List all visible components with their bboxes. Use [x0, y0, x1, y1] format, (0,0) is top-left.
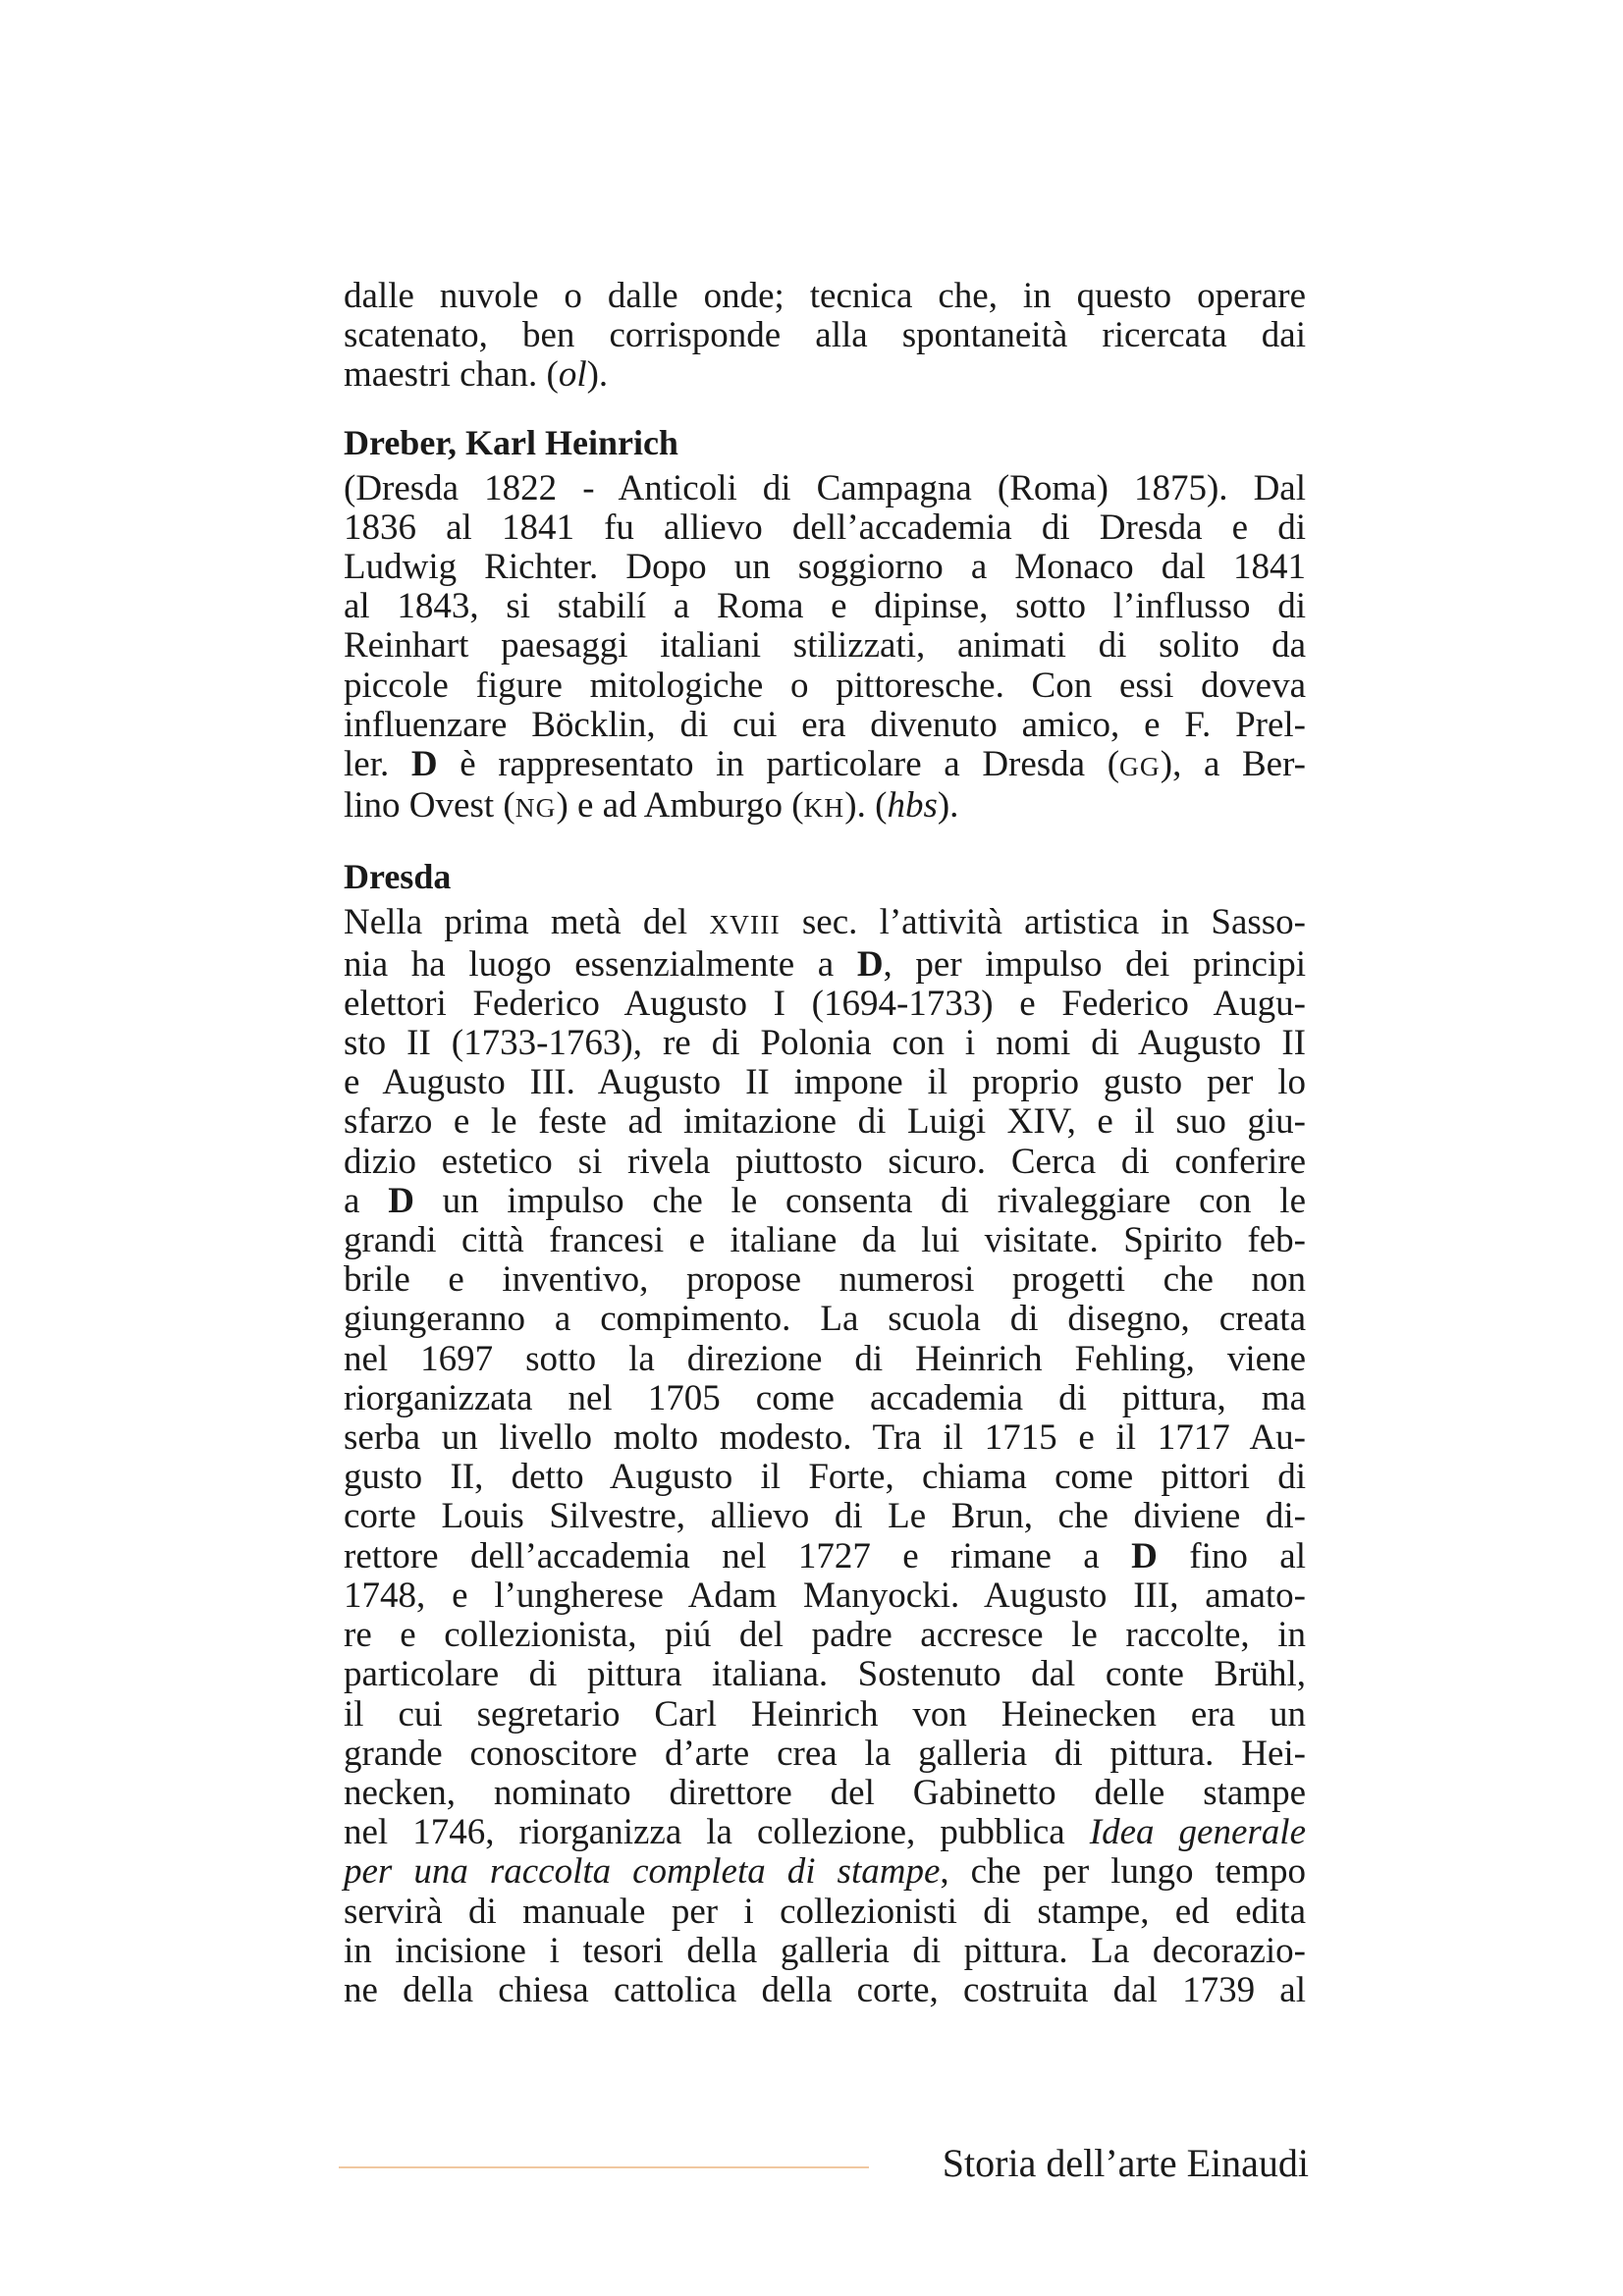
text-line: grande conoscitore d’arte crea la galleria di pittura. Hei-	[344, 1733, 1306, 1774]
text-column	[344, 277, 1306, 2010]
book-title: per una raccolta completa di stampe	[344, 1851, 941, 1893]
text-line: e Augusto III. Augusto II impone il proprio gusto per lo	[344, 1062, 1306, 1103]
text-line: grandi città francesi e italiane da lui visitate. Spirito feb-	[344, 1220, 1306, 1261]
footer-publisher: Storia dell’arte Einaudi	[942, 2141, 1309, 2185]
text-line: brile e inventivo, propose numerosi progetti che non	[344, 1259, 1306, 1301]
text-line: sfarzo e le feste ad imitazione di Luigi XIV, e il suo giu-	[344, 1101, 1306, 1143]
text-line: maestri chan. (ol).	[344, 354, 609, 396]
text-line: rettore dell’accademia nel 1727 e rimane a D fino al	[344, 1535, 1306, 1576]
text-line: ler. D è rappresentato in particolare a Dresda (GG), a Ber-	[344, 744, 1306, 785]
entry-abbreviation: D	[388, 1180, 414, 1221]
text-line: il cui segretario Carl Heinrich von Heinecken era un	[344, 1693, 1306, 1735]
text-line: elettori Federico Augusto I (1694-1733) e Federico Augu-	[344, 983, 1306, 1024]
text-line: particolare di pittura italiana. Sostenuto dal conte Brühl,	[344, 1654, 1306, 1695]
book-title: Idea generale	[1089, 1812, 1306, 1853]
entry-abbreviation: D	[1131, 1535, 1158, 1576]
text-line: necken, nominato direttore del Gabinetto delle stampe	[344, 1772, 1306, 1813]
text-line: riorganizzata nel 1705 come accademia di pittura, ma	[344, 1377, 1306, 1418]
text-line: sto II (1733-1763), re di Polonia con i nomi di Augusto II	[344, 1023, 1306, 1064]
footer-rule	[339, 2166, 869, 2168]
text-line: Ludwig Richter. Dopo un soggiorno a Monaco dal 1841	[344, 547, 1306, 588]
text-line: ne della chiesa cattolica della corte, costruita dal 1739 al	[344, 1969, 1306, 2010]
text-line: serba un livello molto modesto. Tra il 1715 e il 1717 Au-	[344, 1417, 1306, 1459]
text-line: 1748, e l’ungherese Adam Manyocki. Augusto III, amato-	[344, 1575, 1306, 1616]
text-line: per una raccolta completa di stampe, che per lungo tempo	[344, 1851, 1306, 1893]
text-line: nia ha luogo essenzialmente a D, per impulso dei principi	[344, 943, 1306, 985]
museum-abbreviation: KH	[803, 793, 845, 824]
text-line: scatenato, ben corrisponde alla spontaneità ricercata dai	[344, 315, 1306, 356]
text-line: al 1843, si stabilí a Roma e dipinse, sotto l’influsso di	[344, 586, 1306, 627]
text-line: nel 1697 sotto la direzione di Heinrich Fehling, viene	[344, 1338, 1306, 1379]
text-line: (Dresda 1822 - Anticoli di Campagna (Roma) 1875). Dal	[344, 467, 1306, 508]
text-line: servirà di manuale per i collezionisti di stampe, ed edita	[344, 1891, 1306, 1932]
text-line: 1836 al 1841 fu allievo dell’accademia di Dresda e di	[344, 507, 1306, 548]
text-line: nel 1746, riorganizza la collezione, pubblica Idea generale	[344, 1812, 1306, 1853]
text-line: giungeranno a compimento. La scuola di disegno, creata	[344, 1299, 1306, 1340]
text-line: piccole figure mitologiche o pittoresche. Con essi doveva	[344, 665, 1306, 706]
author-initials: ol	[558, 354, 587, 396]
text-line: gusto II, detto Augusto il Forte, chiama come pittori di	[344, 1457, 1306, 1498]
entry-dresda	[344, 857, 1306, 2010]
text-line: re e collezionista, piú del padre accresce le raccolte, in	[344, 1615, 1306, 1656]
entry-continuation	[344, 277, 1306, 396]
text-line: in incisione i tesori della galleria di pittura. La decorazio-	[344, 1930, 1306, 1971]
entry-title: Dreber, Karl Heinrich	[344, 422, 678, 462]
text-line: lino Ovest (NG) e ad Amburgo (KH). (hbs).	[344, 785, 959, 827]
entry-dreber	[344, 423, 1306, 828]
text-line: corte Louis Silvestre, allievo di Le Brun, che diviene di-	[344, 1496, 1306, 1537]
entry-abbreviation: D	[856, 943, 884, 985]
museum-abbreviation: GG	[1119, 752, 1161, 782]
century-numeral: XVIII	[709, 910, 781, 940]
entry-title: Dresda	[344, 857, 452, 897]
text-line: Reinhart paesaggi italiani stilizzati, animati di solito da	[344, 625, 1306, 667]
text-line: dalle nuvole o dalle onde; tecnica che, in questo operare	[344, 276, 1306, 316]
entry-abbreviation: D	[410, 744, 438, 785]
text-line: dizio estetico si rivela piuttosto sicuro. Cerca di conferire	[344, 1141, 1306, 1182]
author-initials: hbs	[887, 785, 938, 827]
text-line: influenzare Böcklin, di cui era divenuto amico, e F. Prel-	[344, 704, 1306, 745]
text-line: a D un impulso che le consenta di rivaleggiare con le	[344, 1180, 1306, 1221]
museum-abbreviation: NG	[514, 793, 557, 824]
text-line: Nella prima metà del XVIII sec. l’attività artistica in Sasso-	[344, 902, 1306, 943]
